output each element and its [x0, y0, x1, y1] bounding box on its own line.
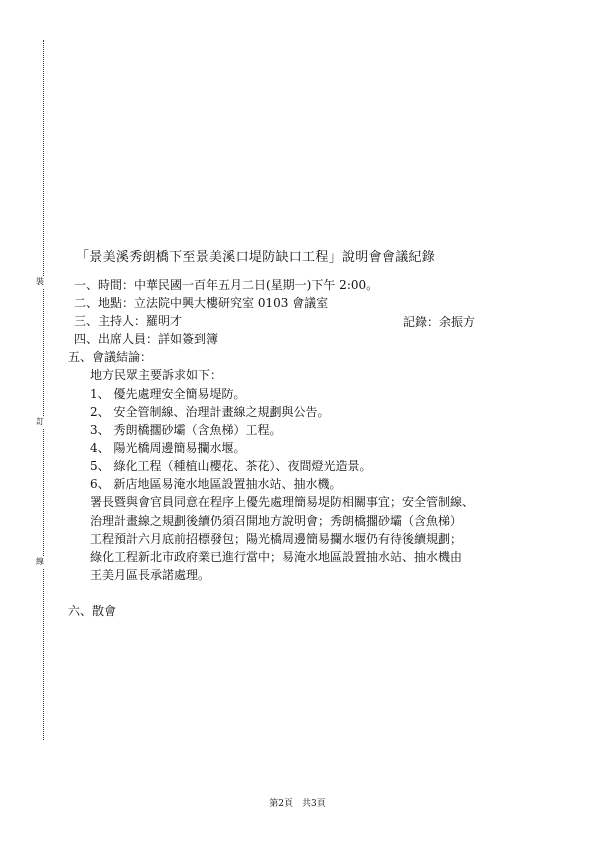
request-item: 4、 陽光橋周邊簡易攔水堰。	[90, 441, 246, 455]
binding-label-xian: 線	[36, 557, 44, 566]
meeting-attendees: 四、出席人員：詳如簽到簿	[74, 332, 219, 346]
requests-intro: 地方民眾主要訴求如下：	[90, 368, 223, 382]
meeting-recorder: 記錄：余振方	[403, 315, 476, 329]
binding-label-ding: 訂	[36, 417, 44, 426]
page-number-footer: 第2頁 共3頁	[269, 799, 326, 809]
binding-label-zhuang: 裝	[36, 277, 44, 286]
meeting-time: 一、時間：中華民國一百年五月二日(星期一)下午 2:00。	[74, 278, 379, 292]
response-line: 工程預計六月底前招標發包；陽光橋周邊簡易攔水堰仍有待後續規劃；	[90, 532, 463, 546]
binding-margin-line	[43, 40, 44, 740]
meeting-adjourned: 六、散會	[68, 604, 117, 618]
request-item: 2、 安全管制線、治理計畫線之規劃與公告。	[90, 405, 330, 419]
request-item: 5、 綠化工程（種植山櫻花、茶花）、夜間燈光造景。	[90, 459, 372, 473]
response-line: 綠化工程新北市政府業已進行當中；易淹水地區設置抽水站、抽水機由	[90, 550, 463, 564]
meeting-place: 二、地點：立法院中興大樓研究室 0103 會議室	[74, 296, 329, 310]
response-line: 治理計畫線之規劃後續仍須召開地方說明會；秀朗橋擱砂壩（含魚梯）	[90, 514, 463, 528]
request-item: 6、 新店地區易淹水地區設置抽水站、抽水機。	[90, 477, 342, 491]
document-title: 「景美溪秀朗橋下至景美溪口堤防缺口工程」說明會會議紀錄	[76, 250, 436, 265]
meeting-host: 三、主持人：羅明才	[74, 314, 183, 328]
request-item: 1、 優先處理安全簡易堤防。	[90, 387, 246, 401]
response-line: 署長暨與會官員同意在程序上優先處理簡易堤防相關事宜；安全管制線、	[90, 495, 475, 509]
response-line: 王美月區長承諾處理。	[90, 568, 211, 582]
meeting-conclusion-heading: 五、會議結論：	[68, 350, 153, 364]
request-item: 3、 秀朗橋擱砂壩（含魚梯）工程。	[90, 423, 282, 437]
